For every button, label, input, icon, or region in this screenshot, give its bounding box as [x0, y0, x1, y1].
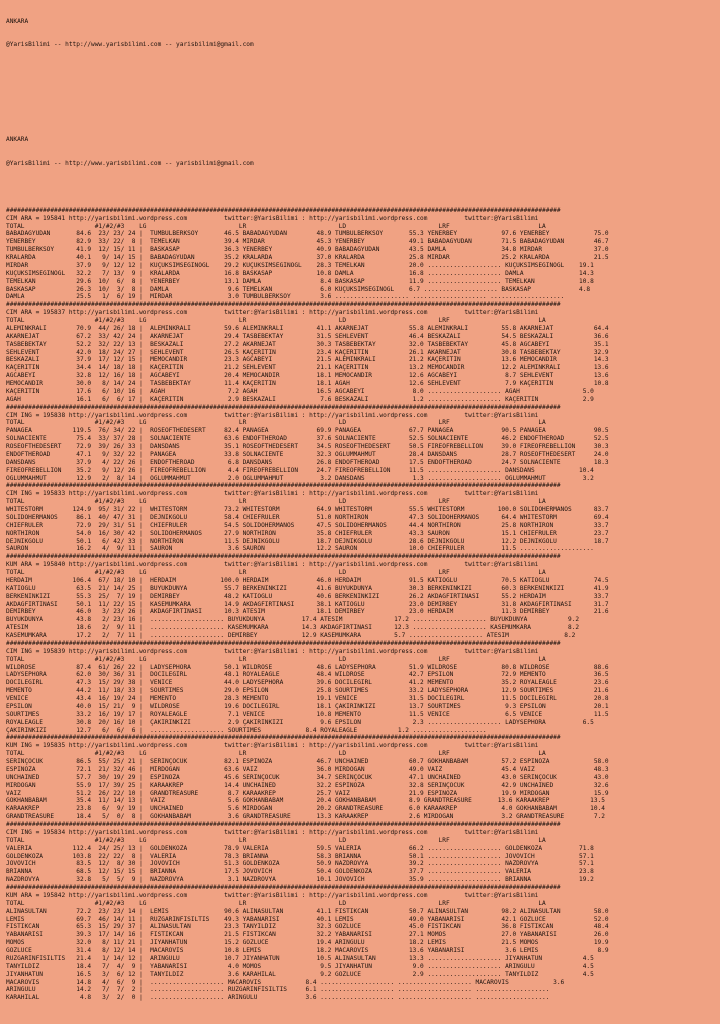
table-row: YABANARISI 39.3 17/ 14/ 16 | FISTIKCAN 21.5 FISTIKCAN 32.2 YABANARISI 27.1 MOMOS 27.0 YABANARISI 26.0 [6, 931, 609, 939]
column-header: TOTAL #1/#2/#3 LG LR LD LRF LA [6, 569, 546, 576]
city-name: ANKARA [6, 135, 29, 143]
race-header: CIM ARA = 195837 http://yarisbilimi.wordpress.com twitter:@YarisBilimi : http://yarisbilimi.wordpress.com twitter:@YarisBilimi [6, 309, 539, 317]
table-row: DANSDANS 37.9 4/ 22/ 26 | ENDOFTHEROAD 6.8 DANSDANS 26.8 ENDOFTHEROAD 17.5 ENDOFTHEROAD 24.7 SOLNACIENTE 18.3 [6, 458, 609, 466]
table-row: ALINASULTAN 72.2 23/ 23/ 14 | LEMIS 90.6 ALINASULTAN 41.1 FISTIKCAN 50.7 ALINASULTAN 98.2 ALINASULTAN 58.0 [6, 907, 609, 915]
table-row: ARINGÜLÜ 14.2 7/ 7/ 2 | .................... RÜZGARINFISILTIS 6.1 .................... .................... .................... [6, 986, 568, 994]
table-row: UNCHAINED 57.7 30/ 19/ 29 | ESPINOZA 45.6 SERINÇOCUK 34.7 SERINÇOCUK 47.1 UNCHAINED 43.0 SERINÇOCUK 43.0 [6, 773, 609, 781]
race-block [6, 482, 718, 553]
blank-line [6, 65, 718, 73]
separator-line: ###################################################################################################################################################### [6, 553, 561, 561]
table-row: KARAHILAL 4.8 3/ 2/ 0 | .................... ARINGÜLÜ 3.6 .................... .................... .................... [6, 994, 568, 1002]
separator-line: ###################################################################################################################################################### [6, 884, 561, 891]
race-block [6, 207, 718, 302]
table-row: WILDROSE 87.4 61/ 26/ 22 | LADYSEPHORA 50.1 WILDROSE 48.6 LADYSEPHORA 51.9 WILDROSE 80.8 WILDROSE 88.6 [6, 663, 609, 671]
separator-line: ###################################################################################################################################################### [6, 482, 561, 490]
column-header: TOTAL #1/#2/#3 LG LR LD LRF LA [6, 317, 546, 324]
race-header: CIM ING = 195834 http://yarisbilimi.wordpress.com twitter:@YarisBilimi : http://yarisbilimi.wordpress.com twitter:@YarisBilimi [6, 828, 539, 836]
separator-line: ###################################################################################################################################################### [6, 206, 561, 214]
race-header: KUM ING = 195835 http://yarisbilimi.wordpress.com twitter:@YarisBilimi : http://yarisbilimi.wordpress.com twitter:@YarisBilimi [6, 742, 539, 750]
table-row: HERDAIM 106.4 67/ 18/ 10 | HERDAIM 100.0 HERDAIM 46.0 HERDAIM 91.5 KATIOGLU 70.5 KATIOGLU 74.5 [6, 576, 609, 584]
column-header: TOTAL #1/#2/#3 LG LR LD LRF LA [6, 498, 546, 506]
table-row: AKDAGFIRTINASI 50.1 11/ 22/ 15 | KASEMUMKARA 14.9 AKDAGFIRTINASI 38.1 KATIOGLU 23.0 DEMIRBEY 31.8 AKDAGFIRTINASI 31.7 [6, 600, 609, 608]
table-row: ALEMINKRALI 70.9 44/ 26/ 18 | ALEMINKRALI 59.6 ALEMINKRALI 41.1 AKARNEJAT 55.8 ALEMINKRALI 55.8 AKARNEJAT 64.4 [6, 324, 609, 332]
table-row: RÜZGARINFISILTIS 21.4 1/ 14/ 12 | ARINGÜLÜ 10.7 JIYANHATUN 10.5 ALINASULTAN 13.3 .................... JIYANHATUN 4.5 [6, 954, 594, 962]
table-row: BESKAZALI 37.9 17/ 12/ 15 | MEMOCANDIR 23.3 AGCABEYI 21.5 ALEMINKRALI 21.2 KAÇERITIN 13.6 MEMOCANDIR 14.3 [6, 356, 609, 364]
table-row: DEMIRBEY 46.0 3/ 23/ 26 | AKDAGFIRTINASI 10.3 ATESIM 18.1 DEMIRBEY 23.0 HERDAIM 11.3 DEMIRBEY 21.6 [6, 608, 609, 616]
table-row: LADYSEPHORA 62.0 30/ 36/ 31 | DOCILEGIRL 48.1 ROYALEAGLE 48.4 WILDROSE 42.7 EPSILON 72.9 MEMENTO 36.5 [6, 671, 609, 679]
table-row: TASBEBEKTAY 52.2 32/ 22/ 13 | BESKAZALI 27.2 AKARNEJAT 30.3 TASBEBEKTAY 32.0 TASBEBEKTAY 45.8 AGCABEYI 35.1 [6, 340, 609, 348]
separator-line: ###################################################################################################################################################### [6, 301, 561, 309]
race-block [6, 734, 718, 821]
race-header: KUM ARA = 195840 http://yarisbilimi.wordpress.com twitter:@YarisBilimi : http://yarisbilimi.wordpress.com twitter:@YarisBilimi [6, 561, 539, 569]
table-row: NAZDROVYA 32.8 5/ 5/ 9 | NAZDROVYA 3.1 NAZDROVYA 10.1 JOVOVICH 35.9 .................... BRIANNA 19.2 [6, 876, 594, 884]
table-row: TANYILDIZ 18.4 7/ 4/ 9 | YABANARISI 4.0 MOMOS 9.5 JIYANHATUN 9.0 .................... ARINGÜLÜ 4.5 [6, 962, 594, 970]
table-row: LEMIS 69.7 46/ 14/ 11 | RÜZGARINFISILTIS 49.3 YABANARISI 40.1 LEMIS 49.0 YABANARISI 42.1 GÖZLÜCE 52.0 [6, 915, 609, 923]
table-row: KÜÇÜKSIMSEGINOGL 32.2 7/ 13/ 9 | KRALARDA 16.8 BASKASAP 10.8 DAMLA 16.8 .................... DAMLA 14.3 [6, 269, 594, 277]
table-row: OGLUMMAHMUT 12.9 2/ 8/ 14 | OGLUMMAHMUT 2.0 OGLUMMAHMUT 3.2 DANSDANS 1.3 .................... OGLUMMAHMUT 3.2 [6, 474, 594, 482]
table-row: ESPINOZA 72.1 21/ 32/ 46 | MIRDOGAN 63.6 VAIZ 36.0 MIRDOGAN 49.0 VAIZ 45.4 VAIZ 48.3 [6, 765, 609, 773]
table-row: ATESIM 18.6 2/ 9/ 11 | .................... KASEMUMKARA 14.3 AKDAGFIRTINASI 12.3 .................... KASEMUMKARA 8.2 [6, 624, 580, 632]
blank-line [6, 183, 718, 191]
table-row: WHITESTORM 124.9 95/ 31/ 22 | WHITESTORM 73.2 WHITESTORM 64.9 WHITESTORM 55.5 WHITESTORM 100.0 SOLIDOHERMANOS 83.7 [6, 506, 609, 513]
table-row: NORTHIRON 54.0 16/ 30/ 42 | SOLIDOHERMANOS 27.9 NORTHIRON 35.8 CHIEFRULER 43.3 SAURON 15.1 CHIEFRULER 23.7 [6, 529, 609, 537]
column-header: TOTAL #1/#2/#3 LG LR LD LRF LA [6, 222, 546, 230]
table-row: YENERBEY 82.9 33/ 22/ 8 | TEMELKAN 39.4 MIRDAR 45.3 YENERBEY 49.1 BABADAGYUDAN 71.5 BABADAGYUDAN 46.7 [6, 238, 609, 246]
table-row: KAÇERITIN 17.6 6/ 10/ 16 | AGAH 7.2 AGAH 16.5 AGCABEYI 8.0 .................... AGAH 5.0 [6, 387, 594, 395]
table-row: GRANDTREASURE 18.4 5/ 0/ 8 | GÖKHANBABAM 3.6 GRANDTREASURE 13.3 KARAAKREP 2.6 MIRDOGAN 3.2 GRANDTREASURE 7.2 [6, 813, 605, 821]
table-row: VENICE 43.4 16/ 19/ 24 | MEMENTO 28.3 MEMENTO 19.1 VENICE 31.5 DOCILEGIRL 11.5 DOCILEGIRL 20.8 [6, 695, 609, 702]
table-row: DEJNIKGÖLÜ 50.1 6/ 42/ 33 | NORTHIRON 11.5 DEJNIKGÖLÜ 18.7 DEJNIKGÖLÜ 28.6 DEJNIKGÖLÜ 12.2 DEJNIKGÖLÜ 18.7 [6, 537, 609, 545]
table-row: ENDOFTHEROAD 47.1 9/ 32/ 22 | PANAGEA 33.8 SOLNACIENTE 32.3 OGLUMMAHMUT 28.4 DANSDANS 28.7 ROSEOFTHEDESERT 24.0 [6, 450, 609, 458]
table-row: KAÇERITIN 34.4 14/ 18/ 18 | KAÇERITIN 21.2 SEHLEVENT 21.1 KAÇERITIN 13.2 MEMOCANDIR 12.2 ALEMINKRALI 13.6 [6, 364, 609, 372]
table-row: FISTIKCAN 65.3 15/ 29/ 37 | ALINASULTAN 23.3 TANYILDIZ 32.3 GÖZLÜCE 45.0 FISTIKCAN 36.8 FISTIKCAN 48.4 [6, 923, 609, 931]
table-row: MIRDOGAN 55.9 17/ 39/ 25 | KARAAKREP 14.4 UNCHAINED 32.2 ESPINOZA 32.8 SERINÇOCUK 42.9 UNCHAINED 32.6 [6, 781, 609, 789]
table-row: SOLNACIENTE 75.4 33/ 37/ 28 | SOLNACIENTE 63.6 ENDOFTHEROAD 37.6 SOLNACIENTE 52.5 SOLNACIENTE 46.2 ENDOFTHEROAD 52.5 [6, 435, 609, 443]
table-row: VALERIA 112.4 24/ 25/ 13 | GOLDENKOZA 78.9 VALERIA 59.5 VALERIA 66.2 .................... GOLDENKOZA 71.8 [6, 844, 594, 852]
table-row: GOLDENKOZA 103.8 22/ 22/ 8 | VALERIA 78.3 BRIANNA 58.3 BRIANNA 50.1 .................... JOVOVICH 57.1 [6, 852, 594, 860]
column-header: TOTAL #1/#2/#3 LG LR LD LRF LA [6, 419, 546, 427]
table-row: SOURTIMES 33.2 16/ 19/ 17 | ROYALEAGLE 7.1 VENICE 10.8 MEMENTO 11.5 VENICE 6.5 VENICE 11.5 [6, 710, 609, 718]
separator-line: ###################################################################################################################################################### [6, 639, 561, 647]
table-row: ROYALEAGLE 30.8 20/ 16/ 10 | ÇAKIRINKIZI 2.9 ÇAKIRINKIZI 9.6 EPSILON 2.3 .................... LADYSEPHORA 6.5 [6, 718, 594, 726]
separator-line: ###################################################################################################################################################### [6, 821, 561, 828]
race-block [6, 553, 718, 640]
results-sheet [6, 2, 718, 1010]
column-header: TOTAL #1/#2/#3 LG LR LD LRF LA [6, 836, 546, 844]
table-row: JIYANHATUN 16.5 3/ 6/ 12 | TANYILDIZ 3.6 KARAHILAL 9.2 GÖZLÜCE 2.9 .................... TANYILDIZ 4.5 [6, 970, 594, 978]
table-row: AGAH 16.1 6/ 6/ 17 | KAÇERITIN 2.9 BESKAZALI 7.6 BESKAZALI 1.2 .................... KAÇERITIN 2.9 [6, 395, 594, 403]
race-header: CIM ING = 195833 http://yarisbilimi.wordpress.com twitter:@YarisBilimi : http://yarisbilimi.wordpress.com twitter:@YarisBilimi [6, 490, 539, 498]
table-row: BERKENINKIZI 55.3 25/ 7/ 19 | DEMIRBEY 48.2 KATIOGLU 40.6 BERKENINKIZI 26.2 AKDAGFIRTINASI 55.2 HERDAIM 33.7 [6, 592, 609, 600]
table-row: MIRDAR 37.9 9/ 12/ 12 | KÜÇÜKSIMSEGINOGL 29.2 KÜÇÜKSIMSEGINOGL 28.3 TEMELKAN 20.0 .................... KÜÇÜKSIMSEGINOGL 19.1 [6, 261, 594, 269]
table-row: KRALARDA 40.1 9/ 14/ 15 | BABADAGYUDAN 35.2 KRALARDA 37.0 KRALARDA 25.8 MIRDAR 25.2 KRALARDA 21.5 [6, 254, 609, 261]
separator-line: ###################################################################################################################################################### [6, 734, 561, 742]
table-row: SOLIDOHERMANOS 86.1 40/ 47/ 31 | DEJNIKGÖLÜ 58.4 CHIEFRULER 51.0 NORTHIRON 47.3 SOLIDOHERMANOS 64.4 WHITESTORM 69.4 [6, 513, 609, 521]
race-blocks [6, 207, 718, 1002]
table-row: TUMBULBERKSOY 41.9 12/ 15/ 11 | BASKASAP 36.3 YENERBEY 40.9 BABADAGYUDAN 43.5 DAMLA 34.8 MIRDAR 37.0 [6, 246, 609, 254]
race-block [6, 404, 718, 483]
table-row: AGCABEYI 32.8 12/ 16/ 18 | AGCABEYI 20.4 MEMOCANDIR 18.1 MEMOCANDIR 12.6 AGCABEYI 8.7 SEHLEVENT 13.6 [6, 372, 609, 380]
table-row: JOVOVICH 83.5 12/ 8/ 30 | JOVOVICH 51.3 GOLDENKOZA 50.9 NAZDROVYA 39.2 .................... NAZDROVYA 57.1 [6, 860, 594, 868]
table-row: SAURON 16.2 4/ 9/ 11 | SAURON 3.6 SAURON 12.2 SAURON 10.0 CHIEFRULER 11.5 .................... [6, 545, 613, 553]
table-row: MOMOS 32.0 8/ 11/ 21 | JIYANHATUN 15.2 GÖZLÜCE 19.4 ARINGÜLÜ 18.2 LEMIS 21.5 MOMOS 19.9 [6, 939, 609, 947]
blank-line [6, 89, 718, 97]
contact-line: @YarisBilimi -- http://www.yarisbilimi.com -- yarisbilimi@gmail.com [6, 159, 254, 167]
race-header: CIM ING = 195839 http://yarisbilimi.wordpress.com twitter:@YarisBilimi : http://yarisbilimi.wordpress.com twitter:@YarisBilimi [6, 647, 539, 655]
column-header: TOTAL #1/#2/#3 LG LR LD LRF LA [6, 750, 546, 758]
table-row: KASEMUMKARA 17.2 2/ 7/ 11 | .................... DEMIRBEY 12.9 KASEMUMKARA 5.7 .................... ATESIM 8.2 [6, 632, 576, 639]
race-block [6, 301, 718, 403]
race-header: CIM ING = 195838 http://yarisbilimi.wordpress.com twitter:@YarisBilimi : http://yarisbilimi.wordpress.com twitter:@YarisBilimi [6, 411, 539, 419]
table-row: ÇAKIRINKIZI 12.7 6/ 6/ 6 | .................... SOURTIMES 8.4 ROYALEAGLE 1.2 .................... [6, 726, 506, 734]
table-row: KARAAKREP 23.8 6/ 9/ 19 | UNCHAINED 5.6 MIRDOGAN 20.2 GRANDTREASURE 6.0 KARAAKREP 4.0 GÖKHANBABAM 10.4 [6, 805, 605, 813]
race-block [6, 821, 718, 884]
table-row: MEMENTO 44.2 11/ 18/ 33 | SOURTIMES 29.0 EPSILON 25.8 SOURTIMES 33.2 LADYSEPHORA 12.9 SOURTIMES 21.6 [6, 687, 609, 695]
table-row: MEMOCANDIR 30.0 8/ 14/ 24 | TASBEBEKTAY 11.4 KAÇERITIN 18.1 AGAH 12.6 SEHLEVENT 7.9 KAÇERITIN 10.8 [6, 380, 609, 387]
table-row: BÜYÜKDÜNYA 43.8 2/ 23/ 16 | .................... BÜYÜKDÜNYA 17.4 ATESIM 17.2 .................... BÜYÜKDÜNYA 9.2 [6, 616, 580, 624]
race-header: CIM ARA = 195841 http://yarisbilimi.wordpress.com twitter:@YarisBilimi : http://yarisbilimi.wordpress.com twitter:@YarisBilimi [6, 214, 539, 222]
table-row: GÖZLÜCE 31.4 8/ 12/ 14 | MACAROVIS 10.8 LEMIS 18.2 MACAROVIS 13.6 YABANARISI 3.6 LEMIS 8.9 [6, 947, 609, 954]
table-row: TEMELKAN 29.6 10/ 6/ 8 | YENERBEY 13.1 DAMLA 8.4 BASKASAP 11.9 .................... TEMELKAN 10.8 [6, 277, 594, 285]
table-row: KATIOGLU 63.5 21/ 14/ 25 | BÜYÜKDÜNYA 55.7 BERKENINKIZI 41.6 BÜYÜKDÜNYA 30.3 BERKENINKIZI 60.3 BERKENINKIZI 41.9 [6, 584, 609, 592]
table-row: MACAROVIS 14.8 4/ 6/ 9 | .................... MACAROVIS 8.4 .................... .................... MACAROVIS 3.6 [6, 978, 565, 986]
table-row: CHIEFRULER 72.9 29/ 31/ 51 | CHIEFRULER 54.5 SOLIDOHERMANOS 47.5 SOLIDOHERMANOS 44.4 NORTHIRON 25.8 NORTHIRON 33.7 [6, 521, 609, 529]
table-row: VAIZ 51.2 26/ 22/ 10 | GRANDTREASURE 8.7 KARAAKREP 25.7 VAIZ 21.9 ESPINOZA 19.9 MIRDOGAN 15.9 [6, 789, 609, 797]
contact-line: @YarisBilimi -- http://www.yarisbilimi.com -- yarisbilimi@gmail.com [6, 41, 254, 49]
table-row: SERINÇOCUK 86.5 55/ 25/ 21 | SERINÇOCUK 82.1 ESPINOZA 46.7 UNCHAINED 60.7 GÖKHANBABAM 57.2 ESPINOZA 58.0 [6, 758, 609, 765]
city-name: ANKARA [6, 17, 29, 25]
blank-line [6, 112, 718, 120]
table-row: DOCILEGIRL 47.3 15/ 29/ 38 | VENICE 44.0 LADYSEPHORA 39.6 DOCILEGIRL 41.2 MEMENTO 35.2 ROYALEAGLE 23.6 [6, 679, 609, 687]
table-row: EPSILON 40.0 15/ 21/ 9 | WILDROSE 19.6 DOCILEGIRL 18.1 ÇAKIRINKIZI 13.7 SOURTIMES 9.3 EPSILON 20.1 [6, 702, 609, 710]
table-row: GÖKHANBABAM 35.4 11/ 14/ 13 | VAIZ 5.6 GÖKHANBABAM 20.4 GÖKHANBABAM 8.9 GRANDTREASURE 13.6 KARAAKREP 13.5 [6, 797, 605, 805]
race-block [6, 640, 718, 735]
separator-line: ###################################################################################################################################################### [6, 403, 561, 411]
table-row: AKARNEJAT 67.2 33/ 42/ 24 | AKARNEJAT 29.4 TASBEBEKTAY 31.5 SEHLEVENT 46.4 BESKAZALI 54.5 BESKAZALI 36.6 [6, 332, 609, 340]
column-header: TOTAL #1/#2/#3 LG LR LD LRF LA [6, 899, 546, 907]
race-block [6, 884, 718, 1002]
race-header: KUM ARA = 195842 http://yarisbilimi.wordpress.com twitter:@YarisBilimi : http://yarisbilimi.wordpress.com twitter:@YarisBilimi [6, 891, 539, 899]
table-row: SEHLEVENT 42.0 18/ 24/ 27 | SEHLEVENT 26.5 KAÇERITIN 23.4 KAÇERITIN 26.1 AKARNEJAT 30.8 TASBEBEKTAY 32.9 [6, 348, 609, 356]
table-row: FIREOFREBELLION 35.2 9/ 12/ 26 | FIREOFREBELLION 4.4 FIREOFREBELLION 24.7 FIREOFREBELLION 11.5 .................... DANSDANS 10.4 [6, 466, 594, 474]
table-row: ROSEOFTHEDESERT 72.9 39/ 26/ 33 | DANSDANS 35.1 ROSEOFTHEDESERT 34.5 ROSEOFTHEDESERT 50.5 FIREOFREBELLION 39.0 FIREOFREBELLION 30.3 [6, 443, 609, 450]
table-row: BRIANNA 68.5 12/ 15/ 15 | BRIANNA 17.5 JOVOVICH 50.4 GOLDENKOZA 37.7 .................... VALERIA 23.8 [6, 868, 594, 876]
table-row: DAMLA 25.5 1/ 6/ 19 | MIRDAR 3.0 TUMBULBERKSOY 3.6 .................... .................... .................... [6, 293, 583, 301]
table-row: BABADAGYUDAN 84.6 23/ 23/ 24 | TUMBULBERKSOY 46.5 BABADAGYUDAN 48.9 TUMBULBERKSOY 55.3 YENERBEY 97.6 YENERBEY 75.0 [6, 230, 609, 238]
table-row: BASKASAP 26.3 10/ 3/ 8 | DAMLA 9.6 TEMELKAN 6.0 KÜÇÜKSIMSEGINOGL 6.7 .................... BASKASAP 4.8 [6, 285, 591, 293]
column-header: TOTAL #1/#2/#3 LG LR LD LRF LA [6, 655, 546, 663]
table-row: PANAGEA 119.5 76/ 34/ 22 | ROSEOFTHEDESERT 82.4 PANAGEA 69.9 PANAGEA 67.7 PANAGEA 90.5 PANAGEA 90.5 [6, 427, 609, 435]
